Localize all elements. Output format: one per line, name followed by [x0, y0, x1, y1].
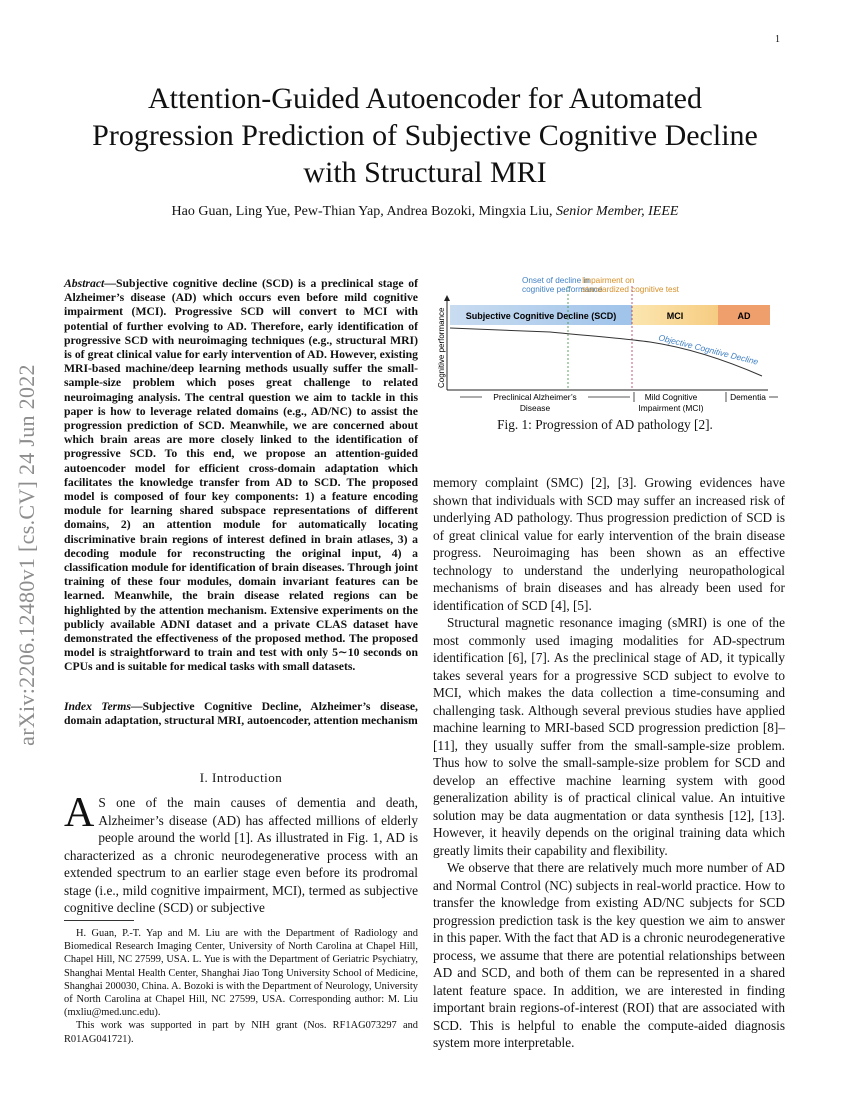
right-column [433, 474, 785, 1052]
footnote-rule [64, 920, 134, 921]
footnote-affiliations: H. Guan, P.-T. Yap and M. Liu are with the Department of Radiology and Biomedical Research Imaging Center, University of North Carolina at Chapel Hill, Chapel Hill, NC 27599, USA. L. Yue is with the Department of Geriatric Psychiatry, Shanghai Mental Health Center, Shanghai Jiao Tong University School of Medicine, Shanghai 200030, China. A. Bozoki is with the Department of Neurology, University of North Carolina at Chapel Hill, NC 27599, USA. Corresponding author: M. Liu (mxliu@med.unc.edu). [64, 928, 419, 1019]
onset-label-1: Onset of decline in [522, 276, 590, 285]
abstract-label: Abstract [64, 277, 105, 290]
mci-band-label: MCI [666, 311, 684, 321]
right-paragraph-3: We observe that there are relatively much more number of AD and Normal Control (NC) subjects in real-world practice. How to transfer the knowledge from existing AD/NC subjects for SCD progression prediction task is the key question we aim to answer in this paper. With the fact that AD is a chronic neurodegenerative process, we assume that there are potential relationships between AD and SCD, and both of them can be represented in a shared latent feature space. In addition, we are interested in finding important brain regions-of-interest (ROI) that are associated with SCD. This is helpful to enable the compute-aided diagnosis system more interpretable. [433, 860, 785, 1050]
author-names: Hao Guan, Ling Yue, Pew-Thian Yap, Andrea Bozoki, Mingxia Liu, [171, 204, 553, 219]
y-axis-arrow [444, 295, 450, 301]
stage-mci-1: Mild Cognitive [644, 392, 698, 402]
figure-caption: Fig. 1: Progression of AD pathology [2]. [497, 417, 713, 432]
curve-label: Objective Cognitive Decline [657, 332, 760, 367]
page-number: 1 [775, 34, 780, 45]
index-terms-body: —Subjective Cognitive Decline, Alzheimer’s disease, domain adaptation, structural MRI, autoencoder, attention mechanism [64, 700, 418, 728]
index-terms-label: Index Terms [64, 700, 131, 713]
arxiv-stamp [2, 295, 52, 815]
abstract [64, 277, 418, 675]
paper-title: Attention-Guided Autoencoder for Automated Progression Prediction of Subjective Cognitive Decline with Structural MRI [92, 82, 758, 189]
ad-band-label: AD [737, 311, 751, 321]
onset-label-2: cognitive performance [522, 285, 603, 294]
footnote-funding: This work was supported in part by NIH grant (Nos. RF1AG073297 and R01AG041721). [64, 1020, 418, 1045]
footnotes [64, 927, 418, 1046]
index-terms [64, 700, 418, 728]
stage-dementia: Dementia [730, 392, 766, 402]
impair-label-1: Impairment on [582, 276, 635, 285]
stage-mci-2: Impairment (MCI) [638, 403, 704, 413]
drop-cap: A [64, 790, 95, 836]
author-membership: Senior Member, IEEE [555, 204, 679, 219]
section-heading: I. Introduction [199, 770, 283, 785]
impair-label-2: standardized cognitive test [582, 285, 679, 294]
figure-ad-progression [430, 270, 780, 420]
author-line [60, 204, 790, 220]
stage-preclinical-1: Preclinical Alzheimer’s [493, 392, 577, 402]
y-axis-label: Cognitive performance [437, 307, 446, 388]
right-paragraph-1: memory complaint (SMC) [2], [3]. Growing evidences have shown that individuals with SCD may suffer an increased risk of underlying AD pathology. Thus progression prediction of SCD is of great clinical value for early intervention of the brain disease progress. Neuroimaging has been shown as an effective technology to understand the underlying neuropathological mechanisms of brain diseases and has already been used for identification of SCD [4], [5]. [433, 475, 785, 613]
scd-band-label: Subjective Cognitive Decline (SCD) [465, 311, 617, 321]
intro-paragraph [64, 790, 418, 917]
stage-preclinical-2: Disease [519, 403, 551, 413]
right-paragraph-2: Structural magnetic resonance imaging (sMRI) is one of the most commonly used imaging modalities for AD-spectrum identification [6], [7]. As the preclinical stage of AD, it typically takes several years for a progressive SCD subject to evolve to MCI, which makes the data collection a time-consuming and challenging task. Although several previous studies have applied machine learning to MRI-based SCD progression prediction [8]–[11], they usually suffer from the small-sample-size problem. Thus how to solve the small-sample-size problem for SCD and develop an effective machine learning system with good generalization ability is of practical clinical value. An intuitive solution may be data augmentation or data synthesis [12], [13]. However, it heavily depends on the original training data which greatly limits their capability and flexibility. [433, 615, 785, 858]
arxiv-stamp-text: arXiv:2206.12480v1 [cs.CV] 24 Jun 2022 [14, 364, 39, 746]
intro-text: S one of the main causes of dementia and death, Alzheimer’s disease (AD) has affected millions of elderly people around the world [1]. As illustrated in Fig. 1, AD is characterized as a chronic neurodegenerative process with an extended spectrum to an earlier stage even before its prodromal stage (i.e., mild cognitive impairment, MCI), termed as subjective cognitive decline (SCD) or subjective [64, 795, 418, 915]
abstract-body: —Subjective cognitive decline (SCD) is a preclinical stage of Alzheimer’s disease (AD) which occurs even before mild cognitive impairment (MCI). Progressive SCD will convert to MCI with potential of further evolving to AD. Therefore, early identification of progressive SCD with neuroimaging techniques (e.g., structural MRI) is of great clinical value for early intervention of AD. However, existing MRI-based machine/deep learning methods usually suffer the small-sample-size problem which poses great challenge to related neuroimaging analysis. The central question we aim to tackle in this paper is how to leverage related domains (e.g., AD/NC) to assist the progression prediction of SCD. Meanwhile, we are concerned about which brain areas are more closely linked to the identification of progressive SCD. To this end, we propose an attention-guided autoencoder model for efficient cross-domain adaptation which facilitates the knowledge transfer from AD to SCD. The proposed model is composed of four key components: 1) a feature encoding module for learning shared subspace representations of different domains, 2) an attention module for automatically locating discriminative brain regions of interest defined in brain atlases, 3) a decoding module for reconstructing the original input, 4) a classification module for identification of brain diseases. Through joint training of these four modules, domain invariant features can be learned. Meanwhile, the brain disease related regions can be highlighted by the attention mechanism. Extensive experiments on the publicly available ADNI dataset and a private CLAS dataset have demonstrated the effectiveness of the proposed method. The proposed model is straightforward to train and test with only 5∼10 seconds on CPUs and is suitable for medical tasks with small datasets. [64, 277, 418, 674]
